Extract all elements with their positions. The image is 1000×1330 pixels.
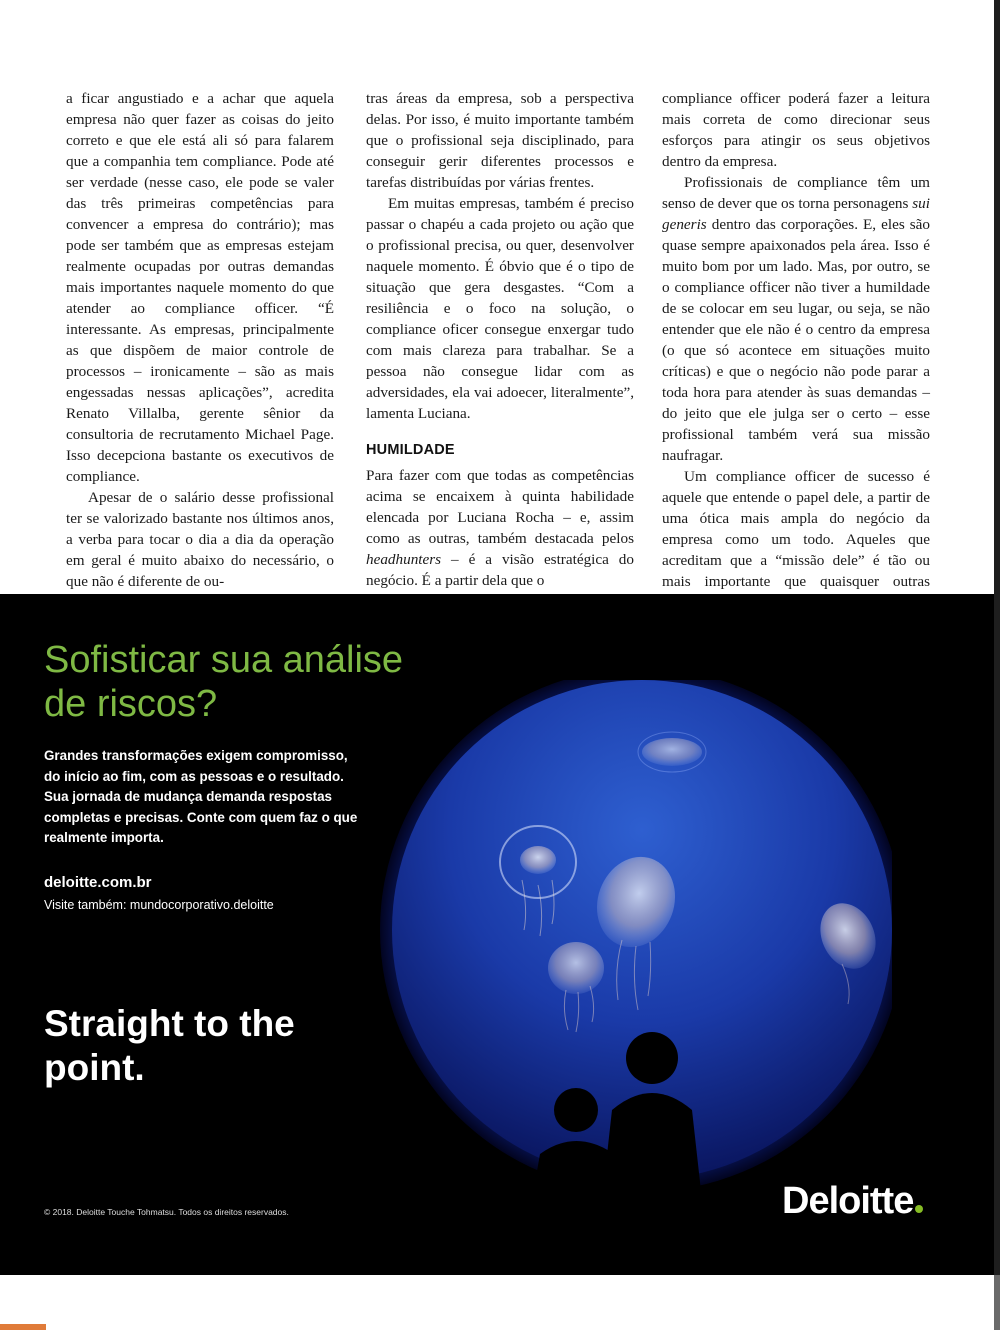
italic-term: headhunters xyxy=(366,551,442,568)
ad-secondary-link[interactable]: Visite também: mundocorporativo.deloitte xyxy=(44,898,274,912)
paragraph-text: dentro das corporações. E, eles são quase sempre apaixonados pela área. Isso é muito bom por um lado. Mas, por outro, se o compliance officer não tiver a humildade de se colocar em seu lugar, ou seja, se não entender que ele não é o centro da empresa (o que só acontece em situações muito críticas) e que o negócio não pode parar a toda hora para atender às suas demandas – do jeito que ele julga ser o certo – esse profissional também verá sua missão naufragar. xyxy=(662,216,930,464)
ad-headline: Sofisticar sua análise de riscos? xyxy=(44,639,404,725)
jellyfish-top xyxy=(638,732,706,772)
paragraph: compliance officer poderá fazer a leitura mais correta de como direcionar seus esforços para atingir os seus objetivos dentro da empresa. xyxy=(662,90,930,170)
paragraph-text: Profissionais de compliance têm um senso de dever que os torna personagens xyxy=(662,174,930,212)
ad-website-link[interactable]: deloitte.com.br xyxy=(44,874,152,891)
ad-copyright: © 2018. Deloitte Touche Tohmatsu. Todos os direitos reservados. xyxy=(44,1207,289,1217)
deloitte-advertisement xyxy=(0,594,994,1275)
paragraph: Um compliance officer de sucesso é aquele que entende o papel dele, a partir de uma ótica mais ampla do negócio da empresa como um todo. Aqueles que acreditam que a “missão dele” é tão ou mais importante que quaisquer outras xyxy=(662,468,930,590)
section-heading: HUMILDADE xyxy=(366,442,455,458)
paragraph xyxy=(366,465,634,591)
italic-term: sui generis xyxy=(662,195,930,233)
ad-body-text: Grandes transformações exigem compromisso, do início ao fim, com as pessoas e o resultado. Sua jornada de mudança demanda respostas completas e precisas. Conte com quem faz o que realmente importa. xyxy=(44,748,358,845)
page-footer-margin xyxy=(0,1275,994,1321)
logo-green-dot xyxy=(915,1205,923,1213)
deloitte-logo xyxy=(782,1180,923,1223)
paragraph: tras áreas da empresa, sob a perspectiva delas. Por isso, é muito importante também que o profissional seja disciplinado, para conseguir gerir diferentes processos e tarefas distribuídas por várias frentes. xyxy=(366,90,634,191)
page-accent-bar xyxy=(0,1324,46,1330)
paragraph-text: Para fazer com que todas as competências acima se encaixem à quinta habilidade elencada por Luciana Rocha – e, assim como as outras, também destacada pelos xyxy=(366,467,634,547)
paragraph: Em muitas empresas, também é preciso passar o chapéu a cada projeto ou ação que o profissional precisa, ou quer, desenvolver naquele momento. É óbvio que é o tipo de situação que gera desgastes. “Com a resiliência e o foco na solução, o compliance oficer consegue enxergar tudo com mais clareza para trabalhar. Se a pessoa não consegue lidar com as adversidades, ela vai adoecer, literalmente”, lamenta Luciana. xyxy=(366,195,634,422)
article-column-1 xyxy=(66,88,334,592)
paragraph-text: – é a visão estratégica do negócio. É a partir dela que o xyxy=(366,551,634,589)
ad-tagline: Straight to the point. xyxy=(44,1003,295,1088)
article-column-2 xyxy=(366,88,634,591)
article-column-3 xyxy=(662,88,930,613)
paragraph: a ficar angustiado e a achar que aquela empresa não quer fazer as coisas do jeito correto e que ele está ali só para falarem que a companhia tem compliance. Pode até ser verdade (nesse caso, ele pode se valer das três primeiras competências para convencer a empresa do contrário); mas pode ser também que as empresas estejam realmente ocupadas por outras demandas mais importantes naquele momento do que atender ao compliance officer. “É interessante. As empresas, principalmente as que dispõem de maior controle de processos – ironicamente – são as mais engessadas nessas aplicações”, acredita Renato Villalba, gerente sênior da consultoria de recrutamento Michael Page. Isso decepciona bastante os executivos de compliance. xyxy=(66,90,334,485)
logo-wordmark: Deloitte xyxy=(782,1180,914,1222)
page-edge-gray xyxy=(994,1275,1000,1330)
paragraph: Apesar de o salário desse profissional ter se valorizado bastante nos últimos anos, a verba para tocar o dia a dia da operação em geral é muito abaixo do necessário, o que não é diferente de ou- xyxy=(66,489,334,590)
jellyfish-porthole-image xyxy=(352,680,892,1200)
page-edge-dark xyxy=(994,0,1000,1275)
article-body xyxy=(66,88,934,590)
paragraph xyxy=(662,172,930,466)
